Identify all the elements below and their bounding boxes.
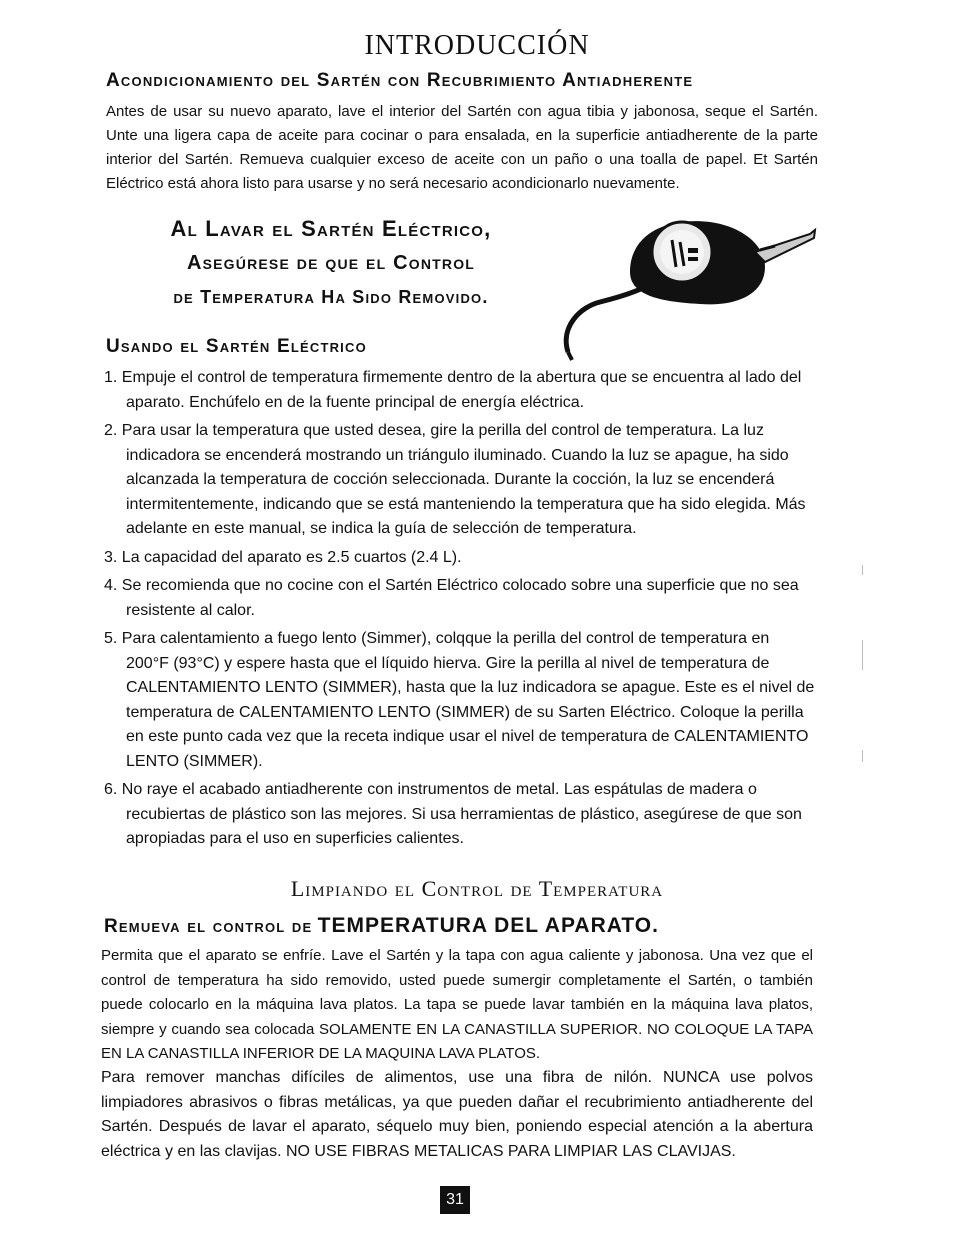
scan-mark — [862, 640, 863, 670]
section-heading-seasoning: Acondicionamiento del Sartén con Recubrimiento Antiadherente — [106, 70, 694, 91]
item-number: 6. — [104, 781, 118, 798]
usage-instructions-list — [100, 366, 815, 856]
item-text: No raye el acabado antiadherente con instrumentos de metal. Las espátulas de madera o recubiertas de plástico son las mejores. Si usa herramientas de plástico, asegúrese de que son apropiadas para el uso en superficies calientes. — [121, 781, 802, 847]
item-number: 1. — [104, 369, 118, 386]
warning-line-3: de Temperatura Ha Sido Removido. — [173, 287, 489, 307]
list-item — [100, 366, 815, 415]
item-text: La capacidad del aparato es 2.5 cuartos (2.4 L). — [121, 548, 462, 566]
item-text: Para usar la temperatura que usted desea, gire la perilla del control de temperatura. La luz indicadora se encenderá mostrando un triángulo iluminado. Cuando la luz se apague, ha sido alcanzada la temperatura de cocción seleccionada. Durante la cocción, la luz se encenderá intermitentemente, indicando que se está manteniendo la temperatura que ha sido elegida. Más adelante en este manual, se indica la guía de selección de temperatura. — [121, 422, 806, 537]
page-title: INTRODUCCIÓN — [364, 30, 590, 61]
warning-block — [106, 212, 556, 314]
item-text: Se recomienda que no cocine con el Sartén Eléctrico colocado sobre una superficie que no sea resistente al calor. — [121, 577, 799, 619]
list-item — [100, 546, 815, 571]
temperature-control-illustration — [560, 212, 820, 362]
item-number: 4. — [104, 577, 118, 594]
warning-line-2: Asegúrese de que el Control — [186, 252, 476, 274]
list-item — [100, 627, 815, 774]
cleaning-paragraph-2: Para remover manchas difíciles de alimentos, use una fibra de nilón. NUNCA use polvos limpiadores abrasivos o fibras metálicas, ya que pueden dañar el recubrimiento antiadherente del Sartén. Después de lavar el aparato, séquelo muy bien, poniendo especial atención a la abertura eléctrica y en las clavijas. NO USE FIBRAS METALICAS PARA LIMPIAR LAS CLAVIJAS. — [101, 1069, 813, 1160]
cleaning-subheading — [104, 914, 659, 938]
cleaning-paragraph-1: Permita que el aparato se enfríe. Lave el Sartén y la tapa con agua caliente y jabonosa. Una vez que el control de temperatura ha sido removido, usted puede sumergir completamente el Sartén, o también puede colocarlo en la máquina lava platos. La tapa se puede lavar también en la máquina lava platos, siempre y cuando sea colocada SOLAMENTE EN LA CANASTILLA SUPERIOR. NO COLOQUE LA TAPA EN LA CANASTILLA INFERIOR DE LA MAQUINA LAVA PLATOS. — [101, 947, 813, 1062]
section-heading-using: Usando el Sartén Eléctrico — [106, 336, 367, 357]
item-number: 2. — [104, 422, 118, 439]
item-number: 5. — [104, 630, 118, 647]
section-heading-cleaning: Limpiando el Control de Temperatura — [290, 876, 664, 901]
item-number: 3. — [104, 548, 118, 566]
list-item — [100, 419, 815, 542]
cleaning-subheading-part-a: Remueva el control de — [104, 916, 313, 937]
list-item — [100, 574, 815, 623]
page-number: 31 — [440, 1186, 470, 1214]
item-text: Para calentamiento a fuego lento (Simmer), colqque la perilla del control de temperatura en 200°F (93°C) y espere hasta que el líquido hierva. Gire la perilla al nivel de temperatura de CALENTAMIENTO LENTO (SIMMER), hasta que la luz indicadora se apague. Este es el nivel de temperatura de CALENTAMIENTO LENTO (SIMMER) de su Sarten Eléctrico. Coloque la perilla en este punto cada vez que la receta indique usar el nivel de temperatura de CALENTAMIENTO LENTO (SIMMER). — [121, 630, 815, 770]
item-text: Empuje el control de temperatura firmemente dentro de la abertura que se encuentra al lado del aparato. Enchúfelo en de la fuente principal de energía eléctrica. — [121, 369, 802, 411]
cleaning-subheading-part-b: TEMPERATURA DEL APARATO. — [317, 914, 659, 937]
scan-mark — [862, 565, 863, 575]
scan-mark — [862, 750, 863, 762]
list-item — [100, 778, 815, 852]
warning-line-1: Al Lavar el Sartén Eléctrico, — [170, 216, 492, 241]
seasoning-paragraph: Antes de usar su nuevo aparato, lave el interior del Sartén con agua tibia y jabonosa, seque el Sartén. Unte una ligera capa de aceite para cocinar o para ensalada, en la superficie antiadherente de la parte interior del Sartén. Remueva cualquier exceso de aceite con un paño o una toalla de papel. Et Sartén Eléctrico está ahora listo para usarse y no será necesario acondicionarlo nuevamente. — [106, 103, 818, 192]
